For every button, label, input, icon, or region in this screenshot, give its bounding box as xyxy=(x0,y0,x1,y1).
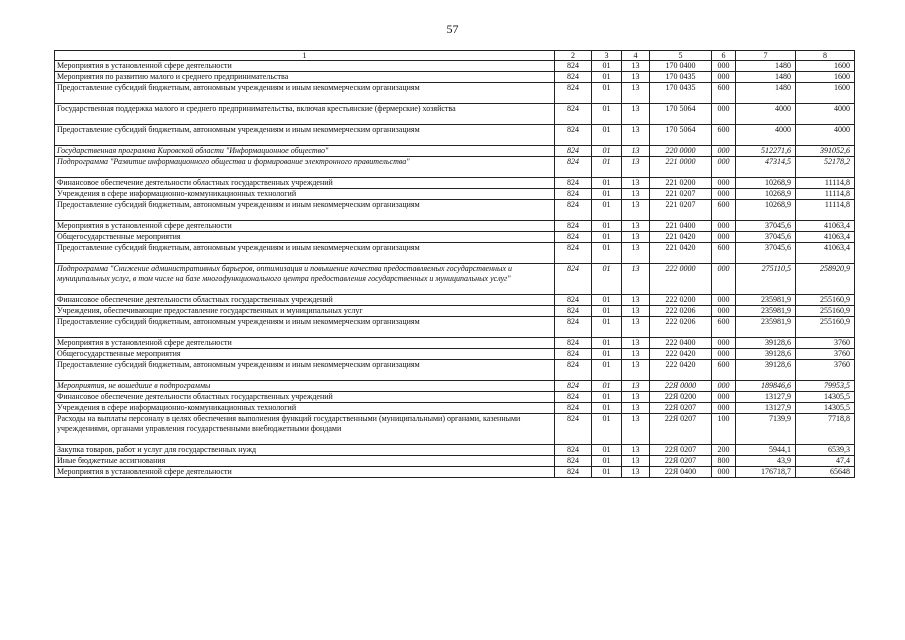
header-cell: 2 xyxy=(555,51,592,61)
admin-code-cell: 824 xyxy=(555,221,592,232)
amount-year1-cell: 176718,7 xyxy=(736,467,796,478)
table-row xyxy=(55,264,855,295)
row-name-cell: Предоставление субсидий бюджетным, автономным учреждениям и иным некоммерческим организациям xyxy=(55,243,555,264)
amount-year2-cell: 4000 xyxy=(796,125,855,146)
section-cell: 01 xyxy=(592,360,622,381)
target-article-cell: 222 0420 xyxy=(650,349,712,360)
target-article-cell: 170 0435 xyxy=(650,83,712,104)
row-name-cell: Общегосударственные мероприятия xyxy=(55,349,555,360)
target-article-cell: 222 0200 xyxy=(650,295,712,306)
section-cell: 01 xyxy=(592,189,622,200)
target-article-cell: 221 0420 xyxy=(650,232,712,243)
amount-year1-cell: 13127,9 xyxy=(736,392,796,403)
expense-type-cell: 000 xyxy=(712,264,736,295)
expense-type-cell: 000 xyxy=(712,178,736,189)
subsection-cell: 13 xyxy=(622,381,650,392)
section-cell: 01 xyxy=(592,200,622,221)
target-article-cell: 22Я 0000 xyxy=(650,381,712,392)
expense-type-cell: 600 xyxy=(712,200,736,221)
table-row xyxy=(55,221,855,232)
amount-year2-cell: 1600 xyxy=(796,72,855,83)
page-number: 57 xyxy=(446,22,459,36)
row-name-cell: Финансовое обеспечение деятельности областных государственных учреждений xyxy=(55,295,555,306)
admin-code-cell: 824 xyxy=(555,189,592,200)
target-article-cell: 222 0420 xyxy=(650,360,712,381)
row-name-cell: Подпрограмма "Развитие информационного общества и формирование электронного правительства" xyxy=(55,157,555,178)
expense-type-cell: 000 xyxy=(712,306,736,317)
amount-year1-cell: 1480 xyxy=(736,61,796,72)
target-article-cell: 221 0207 xyxy=(650,189,712,200)
amount-year2-cell: 41063,4 xyxy=(796,232,855,243)
expense-type-cell: 000 xyxy=(712,72,736,83)
amount-year1-cell: 7139,9 xyxy=(736,414,796,445)
amount-year2-cell: 11114,8 xyxy=(796,200,855,221)
row-name-cell: Иные бюджетные ассигнования xyxy=(55,456,555,467)
amount-year2-cell: 255160,9 xyxy=(796,295,855,306)
table-row xyxy=(55,72,855,83)
amount-year2-cell: 391052,6 xyxy=(796,146,855,157)
row-name-cell: Государственная поддержка малого и среднего предпринимательства, включая крестьянские (фермерские) хозяйства xyxy=(55,104,555,125)
section-cell: 01 xyxy=(592,232,622,243)
header-cell: 1 xyxy=(55,51,555,61)
row-name-cell: Предоставление субсидий бюджетным, автономным учреждениям и иным некоммерческим организациям xyxy=(55,200,555,221)
target-article-cell: 221 0207 xyxy=(650,200,712,221)
table-row xyxy=(55,467,855,478)
header-cell: 7 xyxy=(736,51,796,61)
amount-year1-cell: 4000 xyxy=(736,104,796,125)
table-row xyxy=(55,104,855,125)
table-row xyxy=(55,232,855,243)
subsection-cell: 13 xyxy=(622,104,650,125)
amount-year2-cell: 14305,5 xyxy=(796,403,855,414)
row-name-cell: Учреждения, обеспечивающие предоставление государственных и муниципальных услуг xyxy=(55,306,555,317)
header-cell: 6 xyxy=(712,51,736,61)
subsection-cell: 13 xyxy=(622,264,650,295)
subsection-cell: 13 xyxy=(622,243,650,264)
target-article-cell: 22Я 0400 xyxy=(650,467,712,478)
amount-year2-cell: 258920,9 xyxy=(796,264,855,295)
amount-year2-cell: 1600 xyxy=(796,83,855,104)
expense-type-cell: 000 xyxy=(712,381,736,392)
row-name-cell: Мероприятия в установленной сфере деятельности xyxy=(55,467,555,478)
table-row xyxy=(55,445,855,456)
amount-year1-cell: 43,9 xyxy=(736,456,796,467)
section-cell: 01 xyxy=(592,338,622,349)
admin-code-cell: 824 xyxy=(555,104,592,125)
expense-type-cell: 000 xyxy=(712,146,736,157)
table-row xyxy=(55,146,855,157)
admin-code-cell: 824 xyxy=(555,72,592,83)
admin-code-cell: 824 xyxy=(555,317,592,338)
amount-year2-cell: 52178,2 xyxy=(796,157,855,178)
target-article-cell: 221 0400 xyxy=(650,221,712,232)
amount-year1-cell: 10268,9 xyxy=(736,178,796,189)
section-cell: 01 xyxy=(592,306,622,317)
expense-type-cell: 600 xyxy=(712,83,736,104)
expense-type-cell: 000 xyxy=(712,392,736,403)
expense-type-cell: 000 xyxy=(712,403,736,414)
target-article-cell: 221 0000 xyxy=(650,157,712,178)
row-name-cell: Мероприятия в установленной сфере деятельности xyxy=(55,221,555,232)
subsection-cell: 13 xyxy=(622,414,650,445)
table-row xyxy=(55,178,855,189)
target-article-cell: 221 0420 xyxy=(650,243,712,264)
target-article-cell: 170 5064 xyxy=(650,104,712,125)
admin-code-cell: 824 xyxy=(555,264,592,295)
amount-year1-cell: 1480 xyxy=(736,83,796,104)
amount-year2-cell: 255160,9 xyxy=(796,306,855,317)
amount-year1-cell: 235981,9 xyxy=(736,317,796,338)
admin-code-cell: 824 xyxy=(555,456,592,467)
subsection-cell: 13 xyxy=(622,467,650,478)
table-row xyxy=(55,414,855,445)
amount-year1-cell: 189846,6 xyxy=(736,381,796,392)
admin-code-cell: 824 xyxy=(555,200,592,221)
target-article-cell: 22Я 0207 xyxy=(650,445,712,456)
amount-year1-cell: 235981,9 xyxy=(736,306,796,317)
target-article-cell: 170 5064 xyxy=(650,125,712,146)
table-row xyxy=(55,125,855,146)
expense-type-cell: 000 xyxy=(712,221,736,232)
row-name-cell: Государственная программа Кировской области "Информационное общество" xyxy=(55,146,555,157)
amount-year1-cell: 10268,9 xyxy=(736,200,796,221)
amount-year1-cell: 39128,6 xyxy=(736,349,796,360)
admin-code-cell: 824 xyxy=(555,403,592,414)
section-cell: 01 xyxy=(592,221,622,232)
target-article-cell: 170 0435 xyxy=(650,72,712,83)
section-cell: 01 xyxy=(592,349,622,360)
target-article-cell: 222 0000 xyxy=(650,264,712,295)
subsection-cell: 13 xyxy=(622,349,650,360)
row-name-cell: Закупка товаров, работ и услуг для государственных нужд xyxy=(55,445,555,456)
section-cell: 01 xyxy=(592,243,622,264)
amount-year1-cell: 39128,6 xyxy=(736,360,796,381)
row-name-cell: Подпрограмма "Снижение административных барьеров, оптимизация и повышение качества предоставляемых государственных и муниципальных услуг, в том числе на базе многофункционального центра предоставления государственных и муниципальных услуг" xyxy=(55,264,555,295)
section-cell: 01 xyxy=(592,295,622,306)
subsection-cell: 13 xyxy=(622,178,650,189)
expense-type-cell: 600 xyxy=(712,243,736,264)
admin-code-cell: 824 xyxy=(555,445,592,456)
table-row xyxy=(55,157,855,178)
section-cell: 01 xyxy=(592,403,622,414)
expense-type-cell: 000 xyxy=(712,349,736,360)
subsection-cell: 13 xyxy=(622,83,650,104)
amount-year2-cell: 1600 xyxy=(796,61,855,72)
admin-code-cell: 824 xyxy=(555,306,592,317)
subsection-cell: 13 xyxy=(622,125,650,146)
amount-year2-cell: 7718,8 xyxy=(796,414,855,445)
table-row xyxy=(55,295,855,306)
row-name-cell: Мероприятия в установленной сфере деятельности xyxy=(55,338,555,349)
section-cell: 01 xyxy=(592,178,622,189)
amount-year1-cell: 235981,9 xyxy=(736,295,796,306)
section-cell: 01 xyxy=(592,157,622,178)
row-name-cell: Предоставление субсидий бюджетным, автономным учреждениям и иным некоммерческим организациям xyxy=(55,125,555,146)
subsection-cell: 13 xyxy=(622,456,650,467)
section-cell: 01 xyxy=(592,456,622,467)
section-cell: 01 xyxy=(592,445,622,456)
expense-type-cell: 000 xyxy=(712,232,736,243)
amount-year1-cell: 37045,6 xyxy=(736,232,796,243)
subsection-cell: 13 xyxy=(622,392,650,403)
admin-code-cell: 824 xyxy=(555,178,592,189)
amount-year1-cell: 37045,6 xyxy=(736,221,796,232)
expense-type-cell: 000 xyxy=(712,157,736,178)
expense-type-cell: 000 xyxy=(712,467,736,478)
table-row xyxy=(55,392,855,403)
section-cell: 01 xyxy=(592,125,622,146)
amount-year1-cell: 512271,6 xyxy=(736,146,796,157)
table-row xyxy=(55,189,855,200)
target-article-cell: 170 0400 xyxy=(650,61,712,72)
target-article-cell: 222 0206 xyxy=(650,306,712,317)
table-row xyxy=(55,83,855,104)
subsection-cell: 13 xyxy=(622,295,650,306)
amount-year1-cell: 37045,6 xyxy=(736,243,796,264)
section-cell: 01 xyxy=(592,467,622,478)
amount-year2-cell: 3760 xyxy=(796,338,855,349)
budget-table xyxy=(54,50,855,478)
amount-year2-cell: 65648 xyxy=(796,467,855,478)
table-row xyxy=(55,349,855,360)
admin-code-cell: 824 xyxy=(555,295,592,306)
subsection-cell: 13 xyxy=(622,232,650,243)
admin-code-cell: 824 xyxy=(555,83,592,104)
header-cell: 4 xyxy=(622,51,650,61)
amount-year2-cell: 4000 xyxy=(796,104,855,125)
subsection-cell: 13 xyxy=(622,200,650,221)
amount-year1-cell: 5944,1 xyxy=(736,445,796,456)
target-article-cell: 220 0000 xyxy=(650,146,712,157)
amount-year2-cell: 3760 xyxy=(796,349,855,360)
subsection-cell: 13 xyxy=(622,221,650,232)
admin-code-cell: 824 xyxy=(555,125,592,146)
table-row xyxy=(55,381,855,392)
section-cell: 01 xyxy=(592,317,622,338)
table-row xyxy=(55,61,855,72)
admin-code-cell: 824 xyxy=(555,243,592,264)
table-header-row xyxy=(55,51,855,61)
table-row xyxy=(55,360,855,381)
section-cell: 01 xyxy=(592,146,622,157)
amount-year2-cell: 79953,5 xyxy=(796,381,855,392)
target-article-cell: 22Я 0200 xyxy=(650,392,712,403)
amount-year2-cell: 11114,8 xyxy=(796,189,855,200)
admin-code-cell: 824 xyxy=(555,61,592,72)
expense-type-cell: 100 xyxy=(712,414,736,445)
amount-year2-cell: 47,4 xyxy=(796,456,855,467)
table-row xyxy=(55,456,855,467)
amount-year2-cell: 41063,4 xyxy=(796,221,855,232)
table-row xyxy=(55,200,855,221)
subsection-cell: 13 xyxy=(622,189,650,200)
expense-type-cell: 000 xyxy=(712,295,736,306)
expense-type-cell: 000 xyxy=(712,338,736,349)
amount-year2-cell: 41063,4 xyxy=(796,243,855,264)
target-article-cell: 222 0400 xyxy=(650,338,712,349)
expense-type-cell: 600 xyxy=(712,125,736,146)
row-name-cell: Финансовое обеспечение деятельности областных государственных учреждений xyxy=(55,178,555,189)
section-cell: 01 xyxy=(592,414,622,445)
row-name-cell: Финансовое обеспечение деятельности областных государственных учреждений xyxy=(55,392,555,403)
expense-type-cell: 000 xyxy=(712,61,736,72)
row-name-cell: Расходы на выплаты персоналу в целях обеспечения выполнения функций государственными (муниципальными) органами, казенными учреждениями, органами управления государственными внебюджетными фондами xyxy=(55,414,555,445)
header-cell: 8 xyxy=(796,51,855,61)
table-row xyxy=(55,338,855,349)
admin-code-cell: 824 xyxy=(555,392,592,403)
admin-code-cell: 824 xyxy=(555,232,592,243)
target-article-cell: 222 0206 xyxy=(650,317,712,338)
section-cell: 01 xyxy=(592,61,622,72)
admin-code-cell: 824 xyxy=(555,157,592,178)
row-name-cell: Общегосударственные мероприятия xyxy=(55,232,555,243)
expense-type-cell: 000 xyxy=(712,189,736,200)
admin-code-cell: 824 xyxy=(555,146,592,157)
row-name-cell: Учреждения в сфере информационно-коммуникационных технологий xyxy=(55,189,555,200)
admin-code-cell: 824 xyxy=(555,338,592,349)
row-name-cell: Предоставление субсидий бюджетным, автономным учреждениям и иным некоммерческим организациям xyxy=(55,317,555,338)
section-cell: 01 xyxy=(592,83,622,104)
expense-type-cell: 800 xyxy=(712,456,736,467)
subsection-cell: 13 xyxy=(622,360,650,381)
amount-year1-cell: 39128,6 xyxy=(736,338,796,349)
subsection-cell: 13 xyxy=(622,157,650,178)
expense-type-cell: 200 xyxy=(712,445,736,456)
amount-year2-cell: 255160,9 xyxy=(796,317,855,338)
subsection-cell: 13 xyxy=(622,306,650,317)
expense-type-cell: 600 xyxy=(712,360,736,381)
table-row xyxy=(55,306,855,317)
row-name-cell: Мероприятия, не вошедшие в подпрограммы xyxy=(55,381,555,392)
target-article-cell: 22Я 0207 xyxy=(650,403,712,414)
table-row xyxy=(55,317,855,338)
amount-year2-cell: 6539,3 xyxy=(796,445,855,456)
section-cell: 01 xyxy=(592,381,622,392)
target-article-cell: 22Я 0207 xyxy=(650,414,712,445)
subsection-cell: 13 xyxy=(622,61,650,72)
subsection-cell: 13 xyxy=(622,445,650,456)
amount-year2-cell: 11114,8 xyxy=(796,178,855,189)
expense-type-cell: 600 xyxy=(712,317,736,338)
section-cell: 01 xyxy=(592,72,622,83)
amount-year2-cell: 14305,5 xyxy=(796,392,855,403)
admin-code-cell: 824 xyxy=(555,467,592,478)
row-name-cell: Предоставление субсидий бюджетным, автономным учреждениям и иным некоммерческим организациям xyxy=(55,360,555,381)
target-article-cell: 221 0200 xyxy=(650,178,712,189)
table-row xyxy=(55,403,855,414)
row-name-cell: Учреждения в сфере информационно-коммуникационных технологий xyxy=(55,403,555,414)
amount-year1-cell: 275110,5 xyxy=(736,264,796,295)
amount-year1-cell: 10268,9 xyxy=(736,189,796,200)
amount-year1-cell: 47314,5 xyxy=(736,157,796,178)
row-name-cell: Мероприятия в установленной сфере деятельности xyxy=(55,61,555,72)
row-name-cell: Мероприятия по развитию малого и среднего предпринимательства xyxy=(55,72,555,83)
header-cell: 5 xyxy=(650,51,712,61)
subsection-cell: 13 xyxy=(622,317,650,338)
target-article-cell: 22Я 0207 xyxy=(650,456,712,467)
subsection-cell: 13 xyxy=(622,338,650,349)
section-cell: 01 xyxy=(592,392,622,403)
amount-year1-cell: 1480 xyxy=(736,72,796,83)
expense-type-cell: 000 xyxy=(712,104,736,125)
header-cell: 3 xyxy=(592,51,622,61)
subsection-cell: 13 xyxy=(622,72,650,83)
admin-code-cell: 824 xyxy=(555,414,592,445)
admin-code-cell: 824 xyxy=(555,349,592,360)
amount-year2-cell: 3760 xyxy=(796,360,855,381)
subsection-cell: 13 xyxy=(622,146,650,157)
subsection-cell: 13 xyxy=(622,403,650,414)
admin-code-cell: 824 xyxy=(555,360,592,381)
section-cell: 01 xyxy=(592,104,622,125)
row-name-cell: Предоставление субсидий бюджетным, автономным учреждениям и иным некоммерческим организациям xyxy=(55,83,555,104)
table-row xyxy=(55,243,855,264)
admin-code-cell: 824 xyxy=(555,381,592,392)
section-cell: 01 xyxy=(592,264,622,295)
amount-year1-cell: 13127,9 xyxy=(736,403,796,414)
amount-year1-cell: 4000 xyxy=(736,125,796,146)
